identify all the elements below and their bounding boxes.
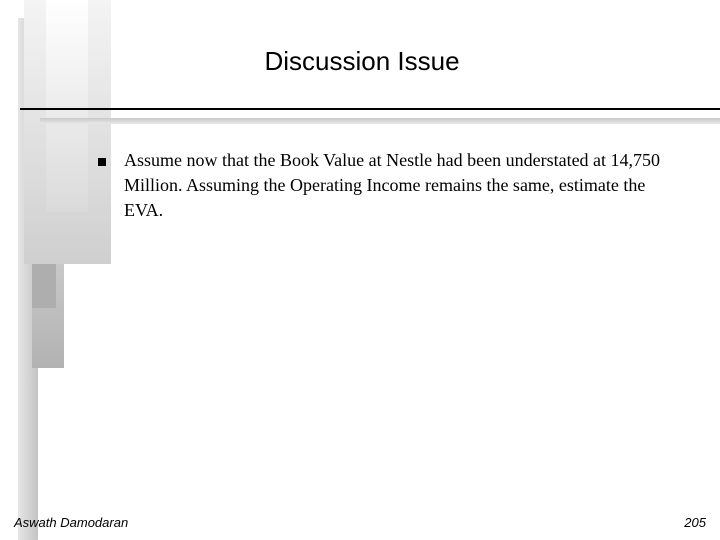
decor-block-dark: [32, 264, 56, 308]
square-bullet-icon: [98, 158, 106, 166]
footer-author: Aswath Damodaran: [14, 515, 129, 530]
bullet-list: [96, 148, 676, 223]
list-item: [96, 148, 676, 223]
page-title: Discussion Issue: [264, 46, 460, 76]
title-divider-shadow: [40, 118, 720, 124]
decor-panel-inner: [46, 0, 88, 212]
page-number: 205: [684, 515, 706, 530]
title-divider: [20, 108, 720, 110]
bullet-text: Assume now that the Book Value at Nestle had been understated at 14,750 Million. Assuming the Operating Income remains the same, estimate the EVA.: [124, 150, 661, 220]
